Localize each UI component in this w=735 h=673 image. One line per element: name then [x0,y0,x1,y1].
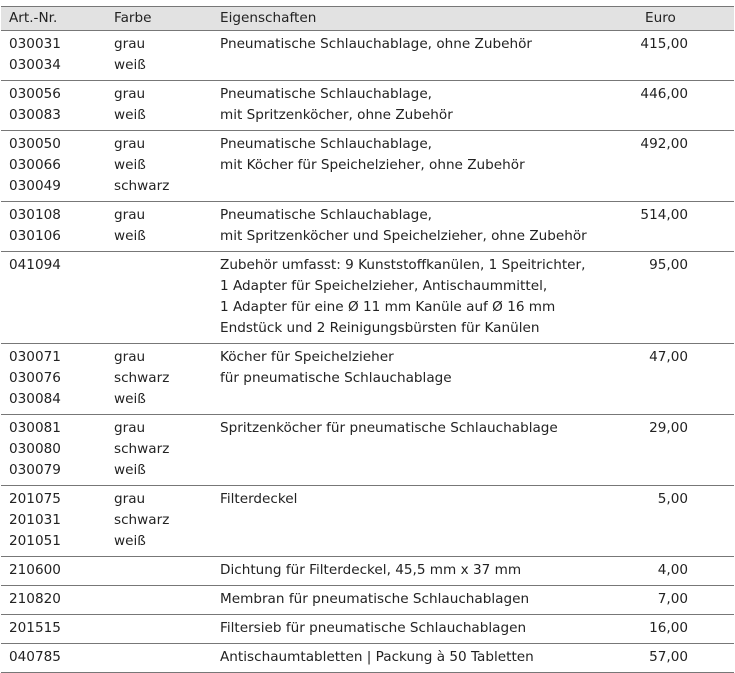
cell-eigenschaften [212,31,634,81]
cell-eigenschaften [212,615,634,644]
cell-farbe [106,644,212,673]
cell-farbe-line: grau [114,136,146,152]
cell-farbe [106,344,212,415]
cell-art-nr [1,644,106,673]
cell-euro [634,31,734,81]
cell-farbe [106,557,212,586]
cell-art-nr-line: 030081 [9,420,61,436]
cell-euro-value: 57,00 [649,649,688,665]
cell-euro-value: 16,00 [649,620,688,636]
cell-eigenschaften [212,131,634,202]
cell-art-nr [1,415,106,486]
table-row [1,486,734,557]
cell-art-nr-line: 030071 [9,349,61,365]
cell-eigenschaften-line: für pneumatische Schlauchablage [220,370,452,386]
cell-eigenschaften [212,81,634,131]
cell-eigenschaften-line: 1 Adapter für eine Ø 11 mm Kanüle auf Ø 16 mm [220,299,556,315]
cell-art-nr-line: 030056 [9,86,61,102]
price-table [1,6,734,673]
cell-euro [634,81,734,131]
cell-art-nr-line: 030106 [9,228,61,244]
cell-art-nr-line: 030079 [9,462,61,478]
cell-euro [634,252,734,344]
cell-farbe [106,486,212,557]
cell-farbe [106,81,212,131]
cell-farbe-line: grau [114,420,146,436]
cell-eigenschaften [212,644,634,673]
cell-art-nr [1,486,106,557]
cell-art-nr-line: 030066 [9,157,61,173]
header-euro: Euro [634,7,734,31]
cell-euro [634,415,734,486]
cell-eigenschaften-line: mit Spritzenköcher, ohne Zubehör [220,107,453,123]
cell-farbe-line: weiß [114,228,146,244]
cell-euro [634,557,734,586]
cell-farbe-line: weiß [114,107,146,123]
table-row [1,81,734,131]
cell-euro [634,615,734,644]
cell-eigenschaften-line: 1 Adapter für Speichelzieher, Antischaummittel, [220,278,548,294]
cell-eigenschaften-line: Endstück und 2 Reinigungsbürsten für Kanülen [220,320,540,336]
cell-farbe-line: schwarz [114,370,170,386]
cell-farbe-line: grau [114,349,146,365]
cell-eigenschaften [212,344,634,415]
cell-euro [634,131,734,202]
cell-euro-value: 7,00 [657,591,688,607]
cell-farbe-line: weiß [114,462,146,478]
cell-euro [634,344,734,415]
cell-art-nr [1,344,106,415]
cell-farbe [106,586,212,615]
cell-art-nr-line: 030108 [9,207,61,223]
price-table-container [1,6,734,673]
table-body [1,31,734,673]
cell-eigenschaften-line: mit Köcher für Speichelzieher, ohne Zubehör [220,157,525,173]
cell-art-nr-line: 201031 [9,512,61,528]
cell-eigenschaften [212,415,634,486]
cell-farbe-line: grau [114,207,146,223]
table-row [1,344,734,415]
header-eigenschaften: Eigenschaften [212,7,634,31]
table-row [1,252,734,344]
table-row [1,415,734,486]
cell-euro-value: 4,00 [657,562,688,578]
header-art-nr: Art.-Nr. [1,7,106,31]
cell-eigenschaften-line: Membran für pneumatische Schlauchablagen [220,591,530,607]
cell-farbe-line: grau [114,36,146,52]
cell-art-nr [1,557,106,586]
cell-art-nr-line: 030050 [9,136,61,152]
cell-art-nr [1,131,106,202]
cell-euro-value: 514,00 [640,207,688,223]
cell-art-nr-line: 210600 [9,562,61,578]
cell-art-nr-line: 030076 [9,370,61,386]
cell-art-nr-line: 030083 [9,107,61,123]
cell-farbe-line: schwarz [114,441,170,457]
table-row [1,31,734,81]
table-row [1,644,734,673]
table-row [1,557,734,586]
cell-farbe-line: weiß [114,391,146,407]
cell-farbe [106,615,212,644]
cell-eigenschaften [212,252,634,344]
table-row [1,131,734,202]
cell-eigenschaften-line: Pneumatische Schlauchablage, [220,136,432,152]
cell-art-nr [1,31,106,81]
cell-farbe [106,252,212,344]
cell-euro-value: 492,00 [640,136,688,152]
cell-eigenschaften-line: Zubehör umfasst: 9 Kunststoffkanülen, 1 Speitrichter, [220,257,586,273]
cell-euro [634,644,734,673]
cell-art-nr [1,202,106,252]
cell-farbe [106,131,212,202]
cell-farbe-line: grau [114,491,146,507]
cell-farbe [106,31,212,81]
cell-euro-value: 5,00 [657,491,688,507]
cell-eigenschaften-line: Pneumatische Schlauchablage, ohne Zubehör [220,36,532,52]
cell-art-nr-line: 041094 [9,257,61,273]
cell-euro-value: 415,00 [640,36,688,52]
cell-eigenschaften [212,586,634,615]
table-row [1,586,734,615]
cell-euro [634,486,734,557]
cell-art-nr-line: 030034 [9,57,61,73]
cell-farbe-line: schwarz [114,512,170,528]
cell-eigenschaften-line: Filtersieb für pneumatische Schlauchablagen [220,620,527,636]
cell-art-nr-line: 201051 [9,533,61,549]
cell-farbe [106,202,212,252]
cell-art-nr-line: 030031 [9,36,61,52]
cell-art-nr-line: 030080 [9,441,61,457]
cell-art-nr [1,586,106,615]
cell-euro-value: 47,00 [649,349,688,365]
cell-eigenschaften-line: Pneumatische Schlauchablage, [220,86,432,102]
cell-art-nr-line: 030084 [9,391,61,407]
table-row [1,615,734,644]
table-header-row [1,7,734,31]
cell-euro-value: 446,00 [640,86,688,102]
cell-art-nr [1,252,106,344]
cell-eigenschaften-line: Köcher für Speichelzieher [220,349,394,365]
cell-farbe [106,415,212,486]
cell-eigenschaften-line: Dichtung für Filterdeckel, 45,5 mm x 37 mm [220,562,522,578]
cell-euro [634,202,734,252]
cell-art-nr [1,615,106,644]
cell-eigenschaften-line: Spritzenköcher für pneumatische Schlauchablage [220,420,558,436]
cell-eigenschaften-line: mit Spritzenköcher und Speichelzieher, ohne Zubehör [220,228,587,244]
cell-art-nr-line: 201515 [9,620,61,636]
cell-euro-value: 95,00 [649,257,688,273]
cell-art-nr-line: 030049 [9,178,61,194]
header-farbe: Farbe [106,7,212,31]
table-row [1,202,734,252]
cell-eigenschaften [212,486,634,557]
cell-art-nr [1,81,106,131]
cell-farbe-line: schwarz [114,178,170,194]
cell-art-nr-line: 210820 [9,591,61,607]
cell-farbe-line: weiß [114,57,146,73]
cell-euro [634,586,734,615]
cell-eigenschaften-line: Antischaumtabletten | Packung à 50 Tabletten [220,649,534,665]
cell-farbe-line: weiß [114,533,146,549]
cell-farbe-line: weiß [114,157,146,173]
cell-eigenschaften [212,557,634,586]
cell-eigenschaften-line: Filterdeckel [220,491,298,507]
cell-farbe-line: grau [114,86,146,102]
cell-euro-value: 29,00 [649,420,688,436]
cell-eigenschaften [212,202,634,252]
cell-eigenschaften-line: Pneumatische Schlauchablage, [220,207,432,223]
cell-art-nr-line: 201075 [9,491,61,507]
cell-art-nr-line: 040785 [9,649,61,665]
